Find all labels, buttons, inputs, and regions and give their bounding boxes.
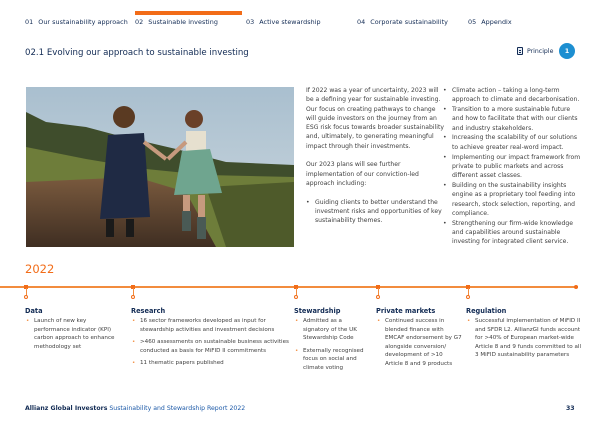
list-item: • Externally recognised focus on social and climate voting (294, 347, 368, 373)
nav-item-number: 02 (135, 18, 144, 26)
plans-paragraph: Our 2023 plans will see further implementation of our conviction-led approach including: (306, 161, 419, 187)
nav-item-number: 04 (357, 18, 366, 26)
timeline-year: 2022 (25, 262, 55, 276)
list-item: • 11 thematic papers published (131, 359, 291, 368)
list-item: • Admitted as a signatory of the UK Stewardship Code (294, 317, 368, 343)
timeline-column-data (25, 307, 120, 355)
column-heading: Private markets (376, 307, 436, 315)
timeline-marker (376, 285, 380, 299)
document-icon (517, 47, 523, 55)
column-heading: Research (131, 307, 166, 315)
photo-illustration (26, 87, 294, 247)
page-number: 33 (566, 405, 575, 412)
list-item: • 16 sector frameworks developed as input for stewardship activities and investment decisions (131, 317, 291, 334)
nav-item-label: Our sustainability approach (38, 18, 128, 26)
page-title: 02.1 Evolving our approach to sustainable investing (25, 48, 249, 58)
hero-photo (26, 87, 294, 247)
nav-item-our-sustainability-approach[interactable] (25, 18, 128, 26)
list-item: • >460 assessments on sustainable business activities conducted as basis for MiFID II commitments (131, 338, 291, 355)
list-item: • Climate action – taking a long-term approach to climate and decarbonisation. (443, 86, 583, 105)
plans-list-right (443, 86, 583, 247)
timeline-column-private-markets (376, 307, 462, 373)
list-item: • Continued success in blended finance with EMCAF endorsement by G7 alongside conversion/ development of >10 Article 8 and 9 products (376, 317, 462, 369)
timeline-column-regulation (466, 307, 584, 364)
intro-column-right (443, 86, 583, 247)
nav-item-appendix[interactable] (468, 18, 512, 26)
active-tab-indicator (135, 11, 242, 15)
nav-item-sustainable-investing[interactable] (135, 18, 218, 26)
footer-report-title: Sustainability and Stewardship Report 2022 (109, 405, 246, 412)
timeline-marker (24, 285, 28, 299)
timeline-column-research (131, 307, 291, 372)
timeline-column-stewardship (294, 307, 368, 377)
nav-item-label: Corporate sustainability (370, 18, 448, 26)
principle-link[interactable] (517, 47, 553, 55)
timeline-end-dot (574, 285, 578, 289)
nav-item-active-stewardship[interactable] (246, 18, 321, 26)
list-item: • Transition to a more sustainable future and how to facilitate that with our clients and industry stakeholders. (443, 105, 583, 133)
intro-paragraph: If 2022 was a year of uncertainty, 2023 will be a defining year for sustainable investing. Our focus on creating pathways to change will guide investors on the journey from an ESG risk focus towards broader sustainability and, ultimately, to generating meaningful impact through their investments. (306, 87, 444, 150)
top-navigation (0, 0, 600, 30)
list-item: • Implementing our impact framework from private to public markets and across different asset classes. (443, 153, 583, 181)
timeline-marker (294, 285, 298, 299)
intro-column-left (306, 86, 444, 225)
list-item: • Launch of new key performance indicator (KPI) carbon approach to enhance methodology set (25, 317, 120, 351)
nav-item-number: 05 (468, 18, 477, 26)
timeline-marker (131, 285, 135, 299)
principle-label: Principle (527, 47, 554, 55)
nav-item-corporate-sustainability[interactable] (357, 18, 448, 26)
column-heading: Regulation (466, 307, 507, 315)
column-heading: Data (25, 307, 43, 315)
nav-item-label: Appendix (481, 18, 512, 26)
principle-number-badge[interactable]: 1 (559, 43, 575, 59)
list-item: • Strengthening our firm-wide knowledge and capabilities around sustainable investing for integrated client service. (443, 219, 583, 247)
nav-item-label: Sustainable investing (148, 18, 218, 26)
list-item: • Increasing the scalability of our solutions to achieve greater real-word impact. (443, 133, 583, 152)
timeline-line (0, 286, 578, 288)
footer (25, 405, 245, 412)
list-item: • Building on the sustainability insights engine as a proprietary tool feeding into research, stock selection, reporting, and compliance. (443, 181, 583, 218)
list-item: • Successful implementation of MiFID II and SFDR L2. AllianzGI funds account for >40% of European market-wide Article 8 and 9 funds committed to all 3 MiFID sustainability parameters (466, 317, 584, 360)
list-item: • Guiding clients to better understand the investment risks and opportunities of key sustainability themes. (306, 198, 444, 226)
column-heading: Stewardship (294, 307, 341, 315)
footer-brand: Allianz Global Investors (25, 405, 108, 412)
timeline-marker (466, 285, 470, 299)
nav-item-label: Active stewardship (259, 18, 321, 26)
plans-list-left (306, 198, 444, 226)
nav-item-number: 01 (25, 18, 34, 26)
nav-item-number: 03 (246, 18, 255, 26)
